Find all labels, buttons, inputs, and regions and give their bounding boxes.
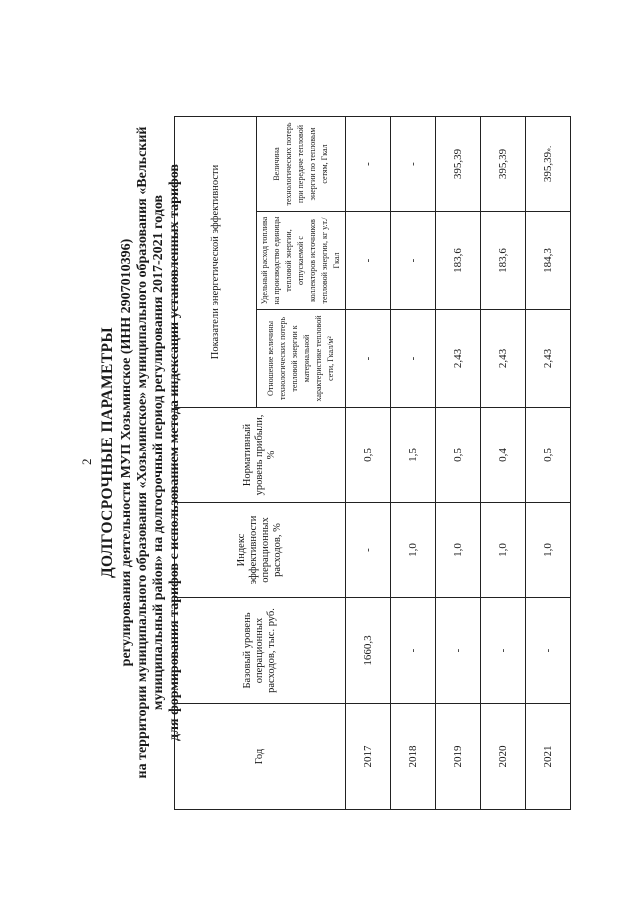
col-header-heat-losses: Величина технологических потерь при передаче тепловой энергии по тепловым сетям, Гкал bbox=[257, 117, 346, 212]
col-header-year: Год bbox=[175, 704, 346, 810]
year-cell: 2017 bbox=[346, 704, 391, 810]
table-row bbox=[346, 117, 391, 810]
fuel-rate-cell: 183,6 bbox=[436, 212, 481, 310]
year-cell: 2021 bbox=[526, 704, 571, 810]
heat-losses-cell: 395,39 bbox=[436, 117, 481, 212]
year-cell: 2018 bbox=[391, 704, 436, 810]
loss-ratio-cell: - bbox=[346, 310, 391, 408]
efficiency-index-cell: 1,0 bbox=[526, 503, 571, 598]
header-line-3: муниципальный район» на долгосрочный период регулирования 2017-2021 годов bbox=[151, 194, 166, 711]
loss-ratio-cell: 2,43 bbox=[526, 310, 571, 408]
col-header-efficiency-index: Индекс эффективности операционных расходов, % bbox=[175, 503, 346, 598]
page-number: 2 bbox=[79, 458, 94, 465]
col-header-base-level: Базовый уровень операционных расходов, тыс. руб. bbox=[175, 598, 346, 704]
efficiency-index-cell: 1,0 bbox=[391, 503, 436, 598]
year-cell: 2020 bbox=[481, 704, 526, 810]
header-line-1: регулирования деятельности МУП Хозьминское (ИНН 2907010396) bbox=[119, 238, 134, 667]
table-row bbox=[436, 117, 481, 810]
base-level-cell: - bbox=[391, 598, 436, 704]
heat-losses-value: 395,39 bbox=[541, 151, 554, 183]
heat-losses-cell bbox=[526, 117, 571, 212]
col-header-energy-group: Показатели энергетической эффективности bbox=[175, 117, 257, 408]
fuel-rate-cell: - bbox=[391, 212, 436, 310]
col-header-fuel-rate: Удельный расход топлива на производство единицы тепловой энергии, отпускаемой с коллекторов источников тепловой энергии, кг у.т./Гкал bbox=[257, 212, 346, 310]
loss-ratio-cell: - bbox=[391, 310, 436, 408]
col-header-loss-ratio: Отношение величины технологических потерь тепловой энергии к материальной характеристике тепловой сети, Гкал/м² bbox=[257, 310, 346, 408]
header-line-4: для формирования тарифов с использованием метода индексации установленных тарифов bbox=[167, 164, 182, 741]
efficiency-index-cell: - bbox=[346, 503, 391, 598]
efficiency-index-cell: 1,0 bbox=[481, 503, 526, 598]
profit-level-cell: 0,5 bbox=[526, 408, 571, 503]
heat-losses-cell: - bbox=[391, 117, 436, 212]
parameters-table bbox=[174, 116, 571, 810]
fuel-rate-cell: 184,3 bbox=[526, 212, 571, 310]
fuel-rate-cell: - bbox=[346, 212, 391, 310]
profit-level-cell: 0,5 bbox=[346, 408, 391, 503]
fuel-rate-cell: 183,6 bbox=[481, 212, 526, 310]
base-level-cell: - bbox=[526, 598, 571, 704]
profit-level-cell: 0,4 bbox=[481, 408, 526, 503]
loss-ratio-cell: 2,43 bbox=[481, 310, 526, 408]
table-row bbox=[481, 117, 526, 810]
profit-level-cell: 1,5 bbox=[391, 408, 436, 503]
table-row bbox=[526, 117, 571, 810]
document-title: ДОЛГОСРОЧНЫЕ ПАРАМЕТРЫ bbox=[99, 326, 116, 579]
end-mark: ». bbox=[543, 145, 553, 152]
heat-losses-cell: 395,39 bbox=[481, 117, 526, 212]
header-line-2: на территории муниципального образования «Хозьминское» муниципального образования «Вельский bbox=[135, 126, 150, 779]
profit-level-cell: 0,5 bbox=[436, 408, 481, 503]
year-cell: 2019 bbox=[436, 704, 481, 810]
table-row bbox=[391, 117, 436, 810]
col-header-profit-level: Нормативный уровень прибыли, % bbox=[175, 408, 346, 503]
base-level-cell: - bbox=[481, 598, 526, 704]
heat-losses-cell: - bbox=[346, 117, 391, 212]
base-level-cell: 1660,3 bbox=[346, 598, 391, 704]
loss-ratio-cell: 2,43 bbox=[436, 310, 481, 408]
efficiency-index-cell: 1,0 bbox=[436, 503, 481, 598]
base-level-cell: - bbox=[436, 598, 481, 704]
